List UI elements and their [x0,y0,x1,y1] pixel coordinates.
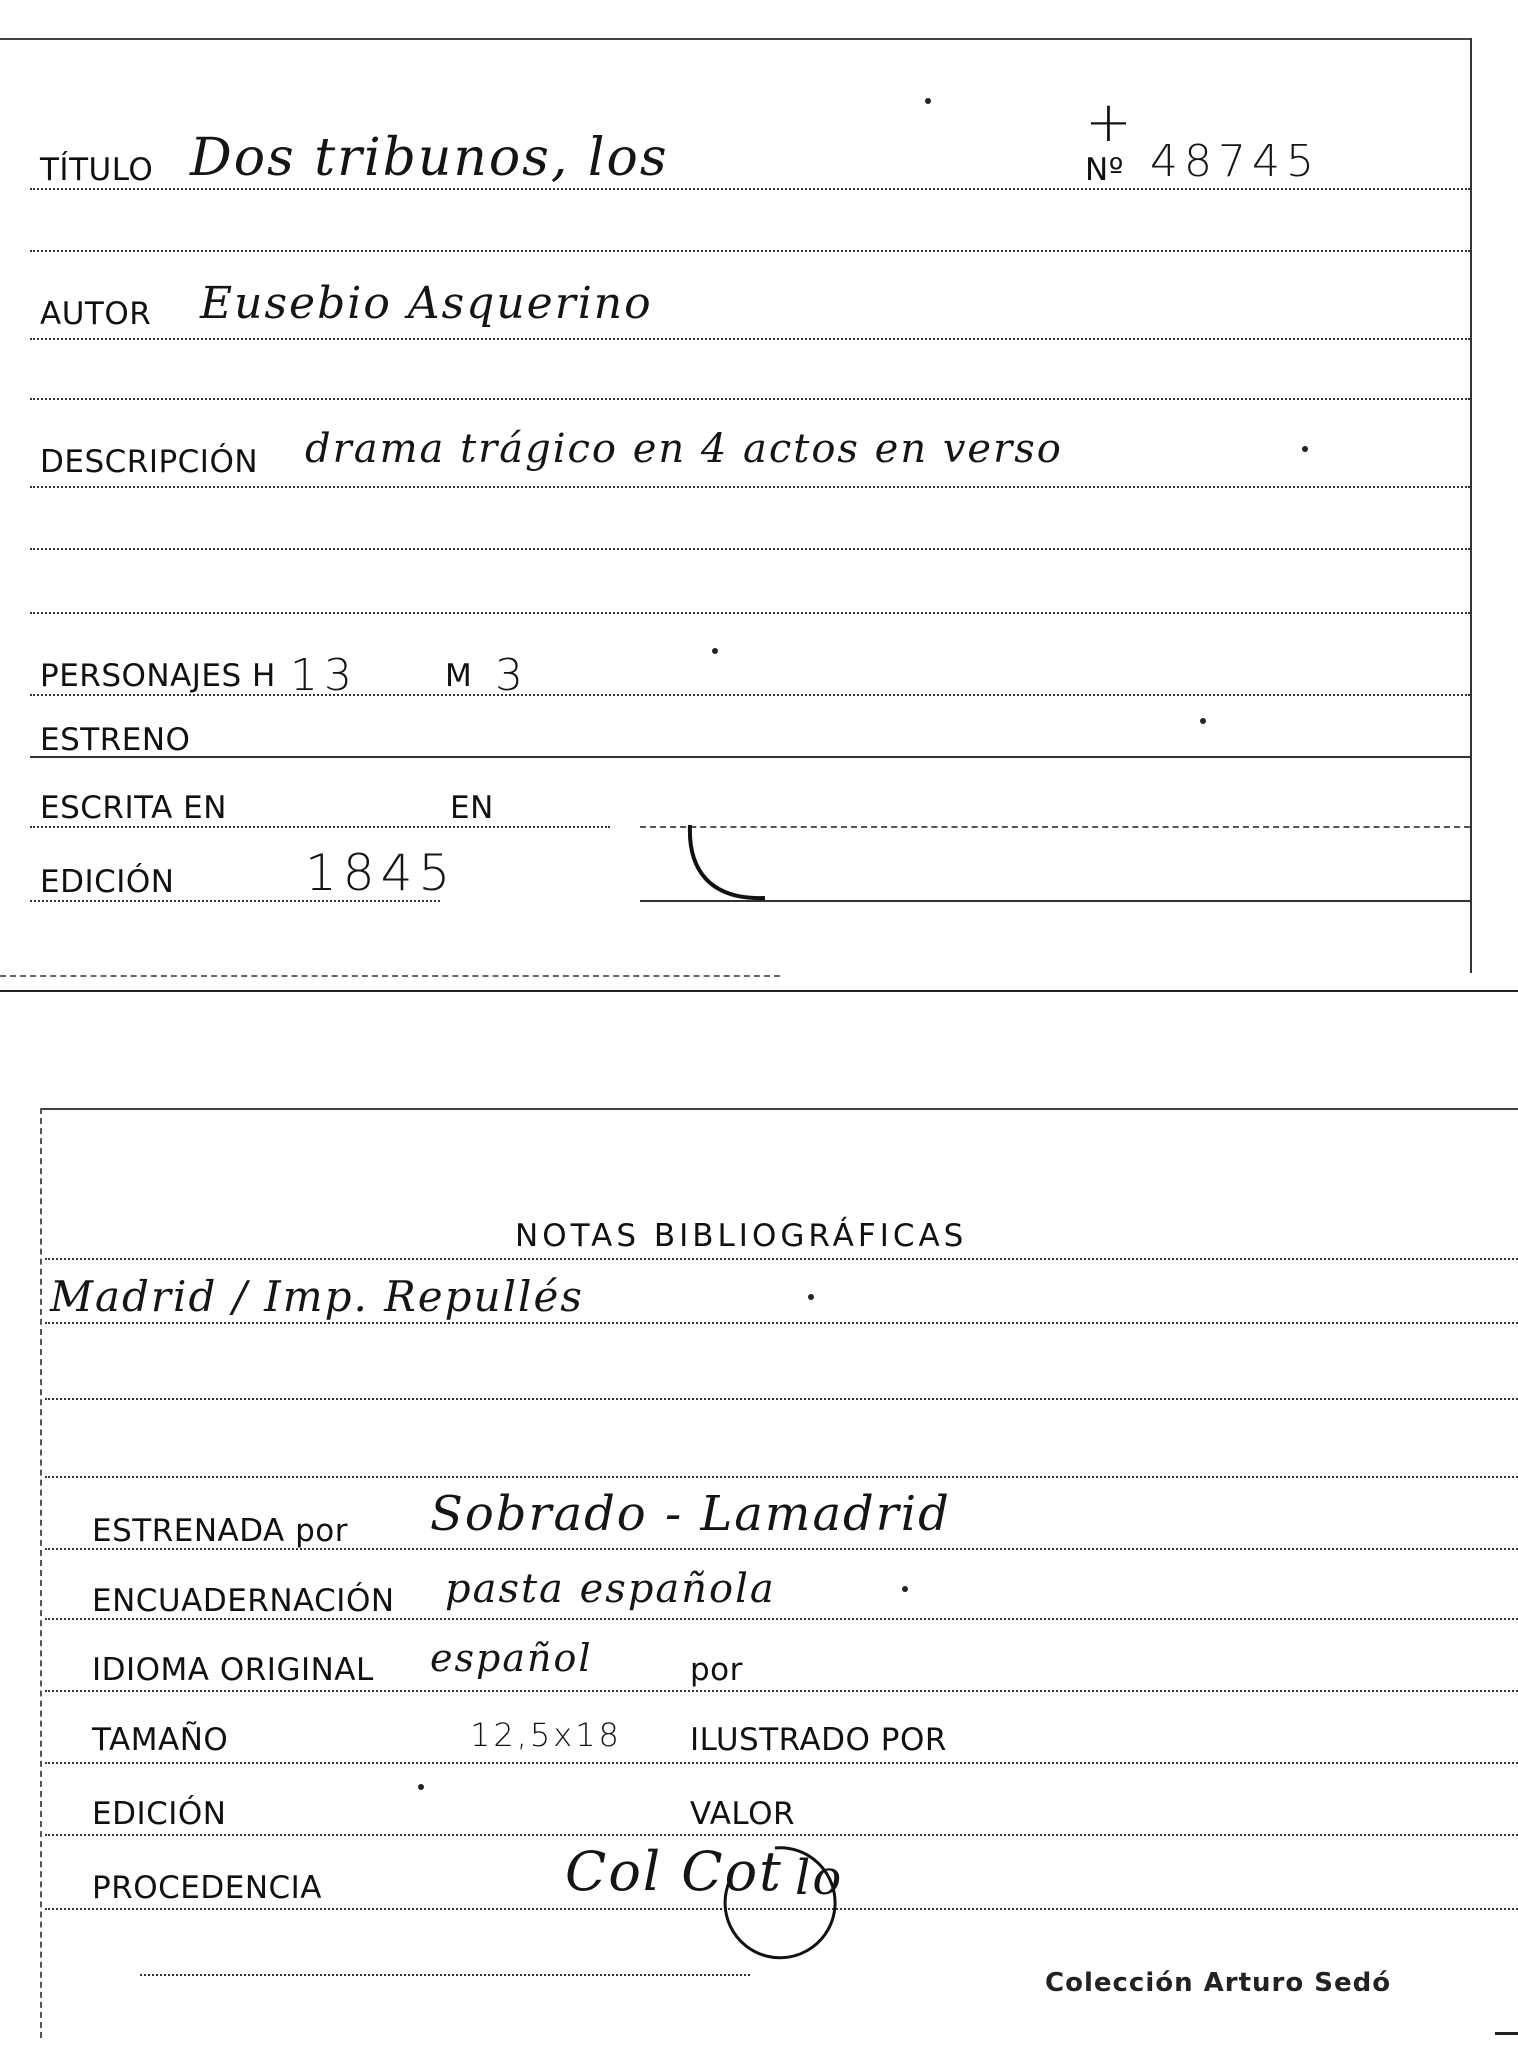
notas-line-1-rule [45,1322,1518,1324]
titulo-label: TÍTULO [40,152,154,188]
procedencia-label: PROCEDENCIA [92,1870,323,1906]
personajes-h-value: 13 [290,650,358,701]
idioma-value: español [430,1636,593,1680]
descripcion-value: drama trágico en 4 actos en verso [305,426,1063,472]
edicion2-line [45,1834,1518,1836]
ink-speck [808,1294,814,1300]
personajes-m-label: M [445,658,473,694]
idioma-por-label: por [690,1652,743,1688]
idioma-label: IDIOMA ORIGINAL [92,1652,374,1688]
card-divider [0,990,1518,992]
notas-line-2-rule [45,1398,1518,1400]
blank-line-4 [30,612,1470,614]
notas-line-1: Madrid / Imp. Repullés [50,1272,584,1321]
encuadernacion-label: ENCUADERNACIÓN [92,1583,395,1619]
blank-line-1 [30,250,1470,252]
notas-heading: NOTAS BIBLIOGRÁFICAS [515,1218,968,1254]
procedencia-value: Col Cot [565,1840,783,1903]
ink-speck [1200,718,1206,724]
card2-top-border [40,1108,1518,1110]
number-mark: + [1085,90,1138,155]
estrenada-label: ESTRENADA por [92,1513,348,1549]
personajes-m-value: 3 [495,650,529,701]
encuadernacion-value: pasta española [445,1566,776,1612]
corner-mark [1495,2032,1518,2035]
autor-label: AUTOR [40,296,152,332]
encuadernacion-line [45,1618,1518,1620]
edicion-line [30,900,440,902]
edicion-label: EDICIÓN [40,864,175,900]
blank-line-3 [30,548,1470,550]
estreno-label: ESTRENO [40,722,191,758]
edicion-value: 1845 [305,844,457,902]
blank-line-2 [30,398,1470,400]
valor-label: VALOR [690,1796,796,1832]
tamano-line [45,1762,1518,1764]
escrita-en-label: EN [450,790,494,826]
descripcion-line [30,486,1470,488]
titulo-value: Dos tribunos, los [190,128,669,188]
ink-speck [712,648,718,654]
ink-speck [1302,446,1308,452]
card-bottom-dashes [0,975,780,977]
card-top-border [0,38,1470,40]
number-value: 48745 [1150,136,1320,187]
notas-heading-line [45,1258,1518,1260]
escrita-line [30,826,610,828]
ink-speck [902,1586,908,1592]
ink-speck [925,98,931,104]
stamp-circle [710,1840,840,1970]
tamano-value: 12,5x18 [470,1716,622,1754]
collection-footer: Colección Arturo Sedó [1045,1968,1392,1998]
idioma-line [45,1690,1518,1692]
estreno-line [30,756,1470,758]
personajes-line [30,694,1470,696]
personajes-label: PERSONAJES H [40,658,276,694]
notas-line-3-rule [45,1476,1518,1478]
procedencia-value-2: lo [795,1850,844,1906]
card-right-border [1470,38,1472,973]
edicion2-label: EDICIÓN [92,1796,227,1832]
pen-stroke-mark [670,820,780,910]
final-line [140,1974,750,1976]
estrenada-line [45,1548,1518,1550]
estrenada-value: Sobrado - Lamadrid [430,1486,951,1542]
ilustrado-label: ILUSTRADO POR [690,1722,947,1758]
escrita-label: ESCRITA EN [40,790,227,826]
ink-speck [418,1784,424,1790]
tamano-label: TAMAÑO [92,1722,229,1758]
card2-left-border [40,1108,42,2038]
autor-value: Eusebio Asquerino [200,278,653,329]
autor-line [30,338,1470,340]
titulo-line [30,188,1470,190]
descripcion-label: DESCRIPCIÓN [40,444,259,480]
number-label: Nº [1085,152,1124,188]
